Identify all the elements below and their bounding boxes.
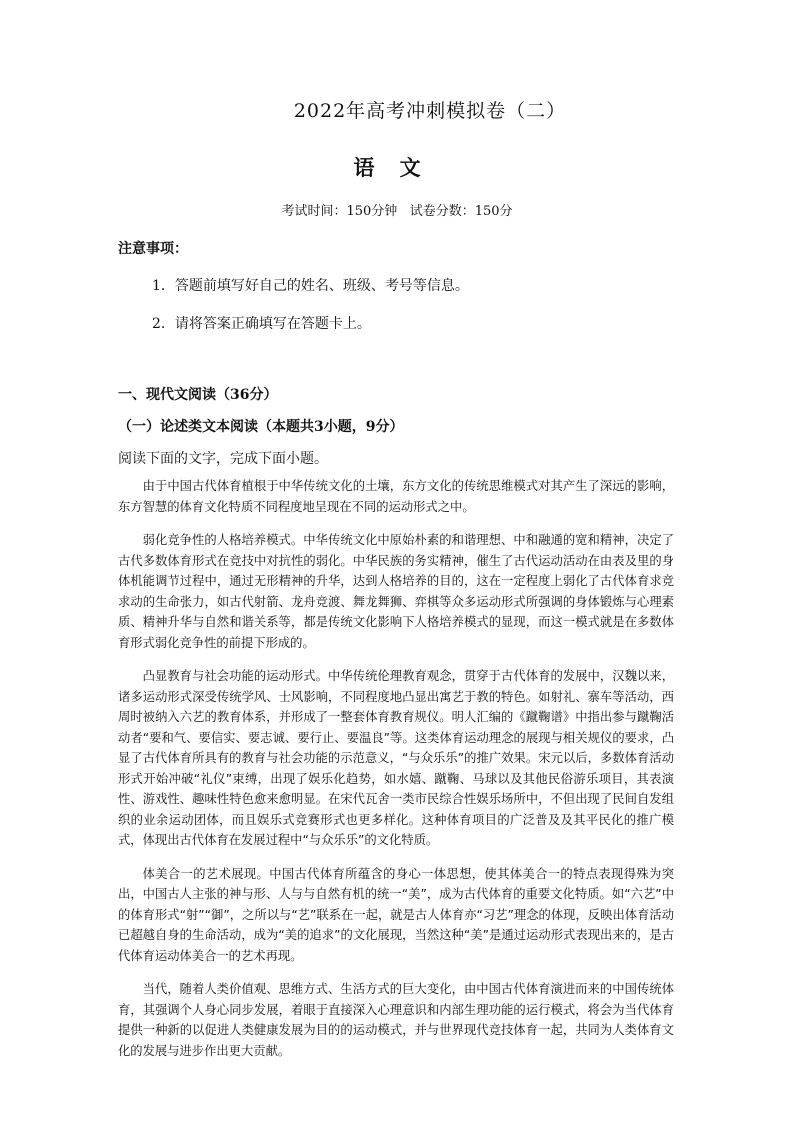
passage-paragraph: 体美合一的艺术展现。中国古代体育所蕴含的身心一体思想，使其体美合一的特点表现得殊为突出，中国古人主张的神与形、人与与自然有机的统一“美”，成为古代体育的重要文化特质。如“六艺”中的体育形式“射”“御”，之所以与“艺”联系在一起，就是古人体育亦“习艺”理念的体现，反映出体育活动已超越自身的生命活动，成为“美的追求”的文化展现，当然这种“美”是通过运动形式表现出来的，是古代体育运动体美合一的艺术再现。 bbox=[118, 866, 674, 963]
notice-heading: 注意事项： bbox=[118, 241, 188, 257]
notice-item: 1．答题前填写好自己的姓名、班级、考号等信息。 bbox=[152, 278, 469, 294]
reading-instruction: 阅读下面的文字，完成下面小题。 bbox=[118, 451, 328, 467]
exam-info bbox=[0, 200, 794, 219]
reading-passage bbox=[118, 476, 674, 1074]
exam-score: 试卷分数：150分 bbox=[409, 204, 513, 219]
passage-paragraph: 当代，随着人类价值观、思维方式、生活方式的巨大变化，由中国古代体育演进而来的中国传统体育，其强调个人身心同步发展，着眼于直接深入心理意识和内部生理功能的运行模式，将会为当代体育提供一种新的以促进人类健康发展为目的的运动模式，并与世界现代竞技体育一起，共同为人类体育文化的发展与进步作出更大贡献。 bbox=[118, 982, 674, 1058]
exam-title: 2022年高考冲刺模拟卷（二） bbox=[293, 100, 567, 122]
section-heading: 一、现代文阅读（36分） bbox=[118, 387, 278, 403]
notice-item: 2．请将答案正确填写在答题卡上。 bbox=[152, 316, 371, 332]
passage-paragraph: 弱化竞争性的人格培养模式。中华传统文化中原始朴素的和谐理想、中和融通的宽和精神，决定了古代多数体育形式在竞技中对抗性的弱化。中华民族的务实精神，催生了古代运动活动在由表及里的身体机能调节过程中，通过无形精神的升华，达到人格培养的目的，这在一定程度上弱化了古代体育求竞求动的生命张力，如古代射箭、龙舟竞渡、舞龙舞狮、弈棋等众多运动形式所强调的身体锻炼与心理素质、精神升华与自然和谐关系等，都是传统文化影响下人格培养模式的显现，而这一模式就是在多数体育形式弱化竞争性的前提下形成的。 bbox=[118, 533, 674, 650]
subject-title: 语 文 bbox=[353, 155, 423, 180]
passage-paragraph: 由于中国古代体育植根于中华传统文化的土壤，东方文化的传统思维模式对其产生了深远的影响，东方智慧的体育文化特质不同程度地呈现在不同的运动形式之中。 bbox=[118, 479, 674, 514]
exam-time: 考试时间：150分钟 bbox=[281, 204, 398, 219]
subsection-heading: （一）论述类文本阅读（本题共3小题，9分） bbox=[118, 419, 404, 435]
passage-paragraph: 凸显教育与社会功能的运动形式。中华传统伦理教育观念，贯穿于古代体育的发展中，汉魏以来，诸多运动形式深受传统学风、士风影响，不同程度地凸显出寓艺于教的特色。如射礼、寨车等活动，西周时被纳入六艺的教育体系，并形成了一整套体育教育规仪。明人汇编的《蹴鞠谱》中指出参与蹴鞠活动者“要和气、要信实、要志诚、要行止、要温良”等。这类体育运动理念的展现与相关规仪的要求，凸显了古代体育所具有的教育与社会功能的示范意义，“与众乐乐”的推广效果。宋元以后，多数体育活动形式开始冲破“礼仪”束缚，出现了娱乐化趋势，如水嬉、蹴鞠、马球以及其他民俗游乐项目，其表演性、游戏性、趣味性特色愈来愈明显。在宋代瓦舍一类市民综合性娱乐场所中，不但出现了民间自发组织的业余运动团体，而且娱乐式竞赛形式也更多样化。这种体育项目的广泛普及及其平民化的推广模式，体现出古代体育在发展过程中“与众乐乐”的文化特质。 bbox=[118, 669, 674, 847]
